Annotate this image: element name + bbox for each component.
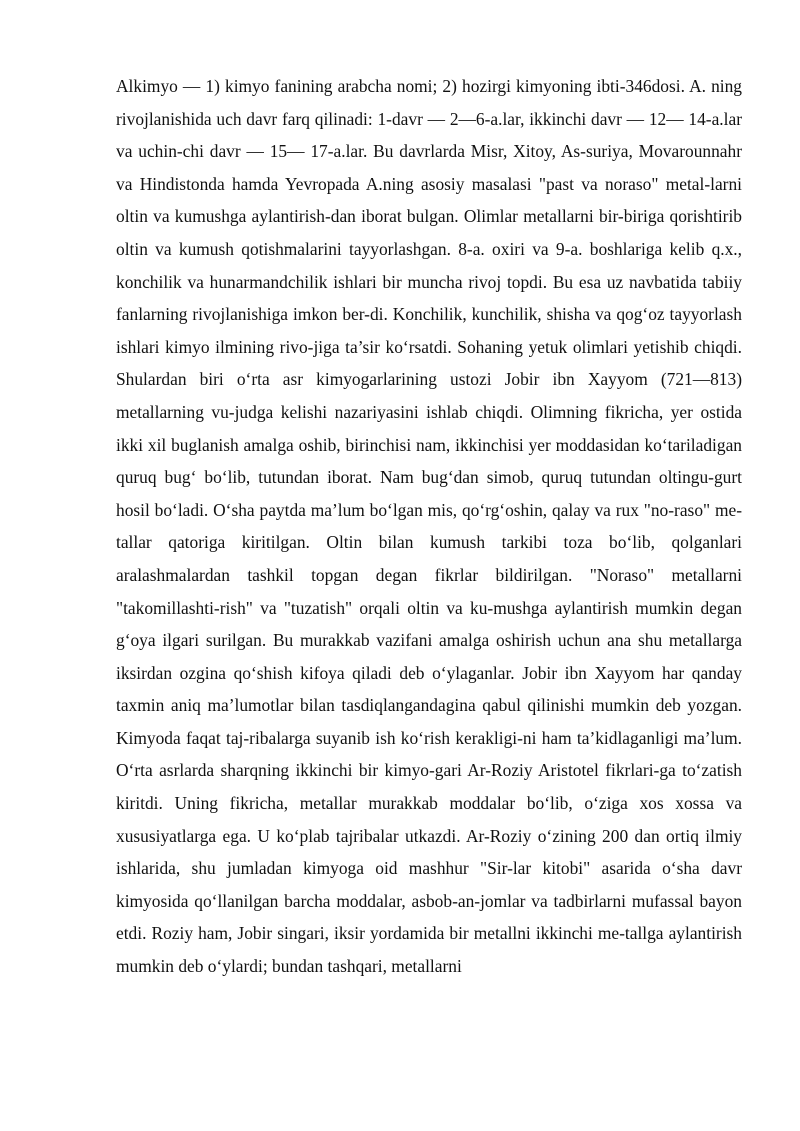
document-page	[116, 70, 742, 983]
body-paragraph: Alkimyo — 1) kimyo fanining arabcha nomi; 2) hozirgi kimyoning ibti-346dosi. A. ning rivojlanishida uch davr farq qilinadi: 1-davr — 2—6-a.lar, ikkinchi davr — 12— 14-a.lar va uchin-chi davr — 15— 17-a.lar. Bu davrlarda Misr, Xitoy, As-suriya, Movarounnahr va Hindistonda hamda Yevropada A.ning asosiy masalasi "past va noraso" metal-larni oltin va kumushga aylantirish-dan iborat bulgan. Olimlar metallarni bir-biriga qorishtirib oltin va kumush qotishmalarini tayyorlashgan. 8-a. oxiri va 9-a. boshlariga kelib q.x., konchilik va hunarmandchilik ishlari bir muncha rivoj topdi. Bu esa uz navbatida tabiiy fanlarning rivojlanishiga imkon ber-di. Konchilik, kunchilik, shisha va qog‘oz tayyorlash ishlari kimyo ilmining rivo-jiga ta’sir ko‘rsatdi. Sohaning yetuk olimlari yetishib chiqdi. Shulardan biri o‘rta asr kimyogarlarining ustozi Jobir ibn Xayyom (721—813) metallarning vu-judga kelishi nazariyasini ishlab chiqdi. Olimning fikricha, yer ostida ikki xil buglanish amalga oshib, birinchisi nam, ikkinchisi yer moddasidan ko‘tariladigan quruq bug‘ bo‘lib, tutundan iborat. Nam bug‘dan simob, quruq tutundan oltingu-gurt hosil bo‘ladi. O‘sha paytda ma’lum bo‘lgan mis, qo‘rg‘oshin, qalay va rux "no-raso" me-tallar qatoriga kiritilgan. Oltin bilan kumush tarkibi toza bo‘lib, qolganlari aralashmalardan tashkil topgan degan fikrlar bildirilgan. "Noraso" metallarni "takomillashti-rish" va "tuzatish" orqali oltin va ku-mushga aylantirish mumkin degan g‘oya ilgari surilgan. Bu murakkab vazifani amalga oshirish uchun ana shu metallarga iksirdan ozgina qo‘shish kifoya qiladi deb o‘ylaganlar. Jobir ibn Xayyom har qanday taxmin aniq ma’lumotlar bilan tasdiqlangandagina qabul qilinishi mumkin deb yozgan. Kimyoda faqat taj-ribalarga suyanib ish ko‘rish kerakligi-ni ham ta’kidlaganligi ma’lum. O‘rta asrlarda sharqning ikkinchi bir kimyo-gari Ar-Roziy Aristotel fikrlari-ga to‘zatish kiritdi. Uning fikricha, metallar murakkab moddalar bo‘lib, o‘ziga xos xossa va xususiyatlarga ega. U ko‘plab tajribalar utkazdi. Ar-Roziy o‘zining 200 dan ortiq ilmiy ishlarida, shu jumladan kimyoga oid mashhur "Sir-lar kitobi" asarida o‘sha davr kimyosida qo‘llanilgan barcha moddalar, asbob-an-jomlar va tadbirlarni mufassal bayon etdi. Roziy ham, Jobir singari, iksir yordamida bir metallni ikkinchi me-tallga aylantirish mumkin deb o‘ylardi; bundan tashqari, metallarni	[116, 76, 742, 977]
